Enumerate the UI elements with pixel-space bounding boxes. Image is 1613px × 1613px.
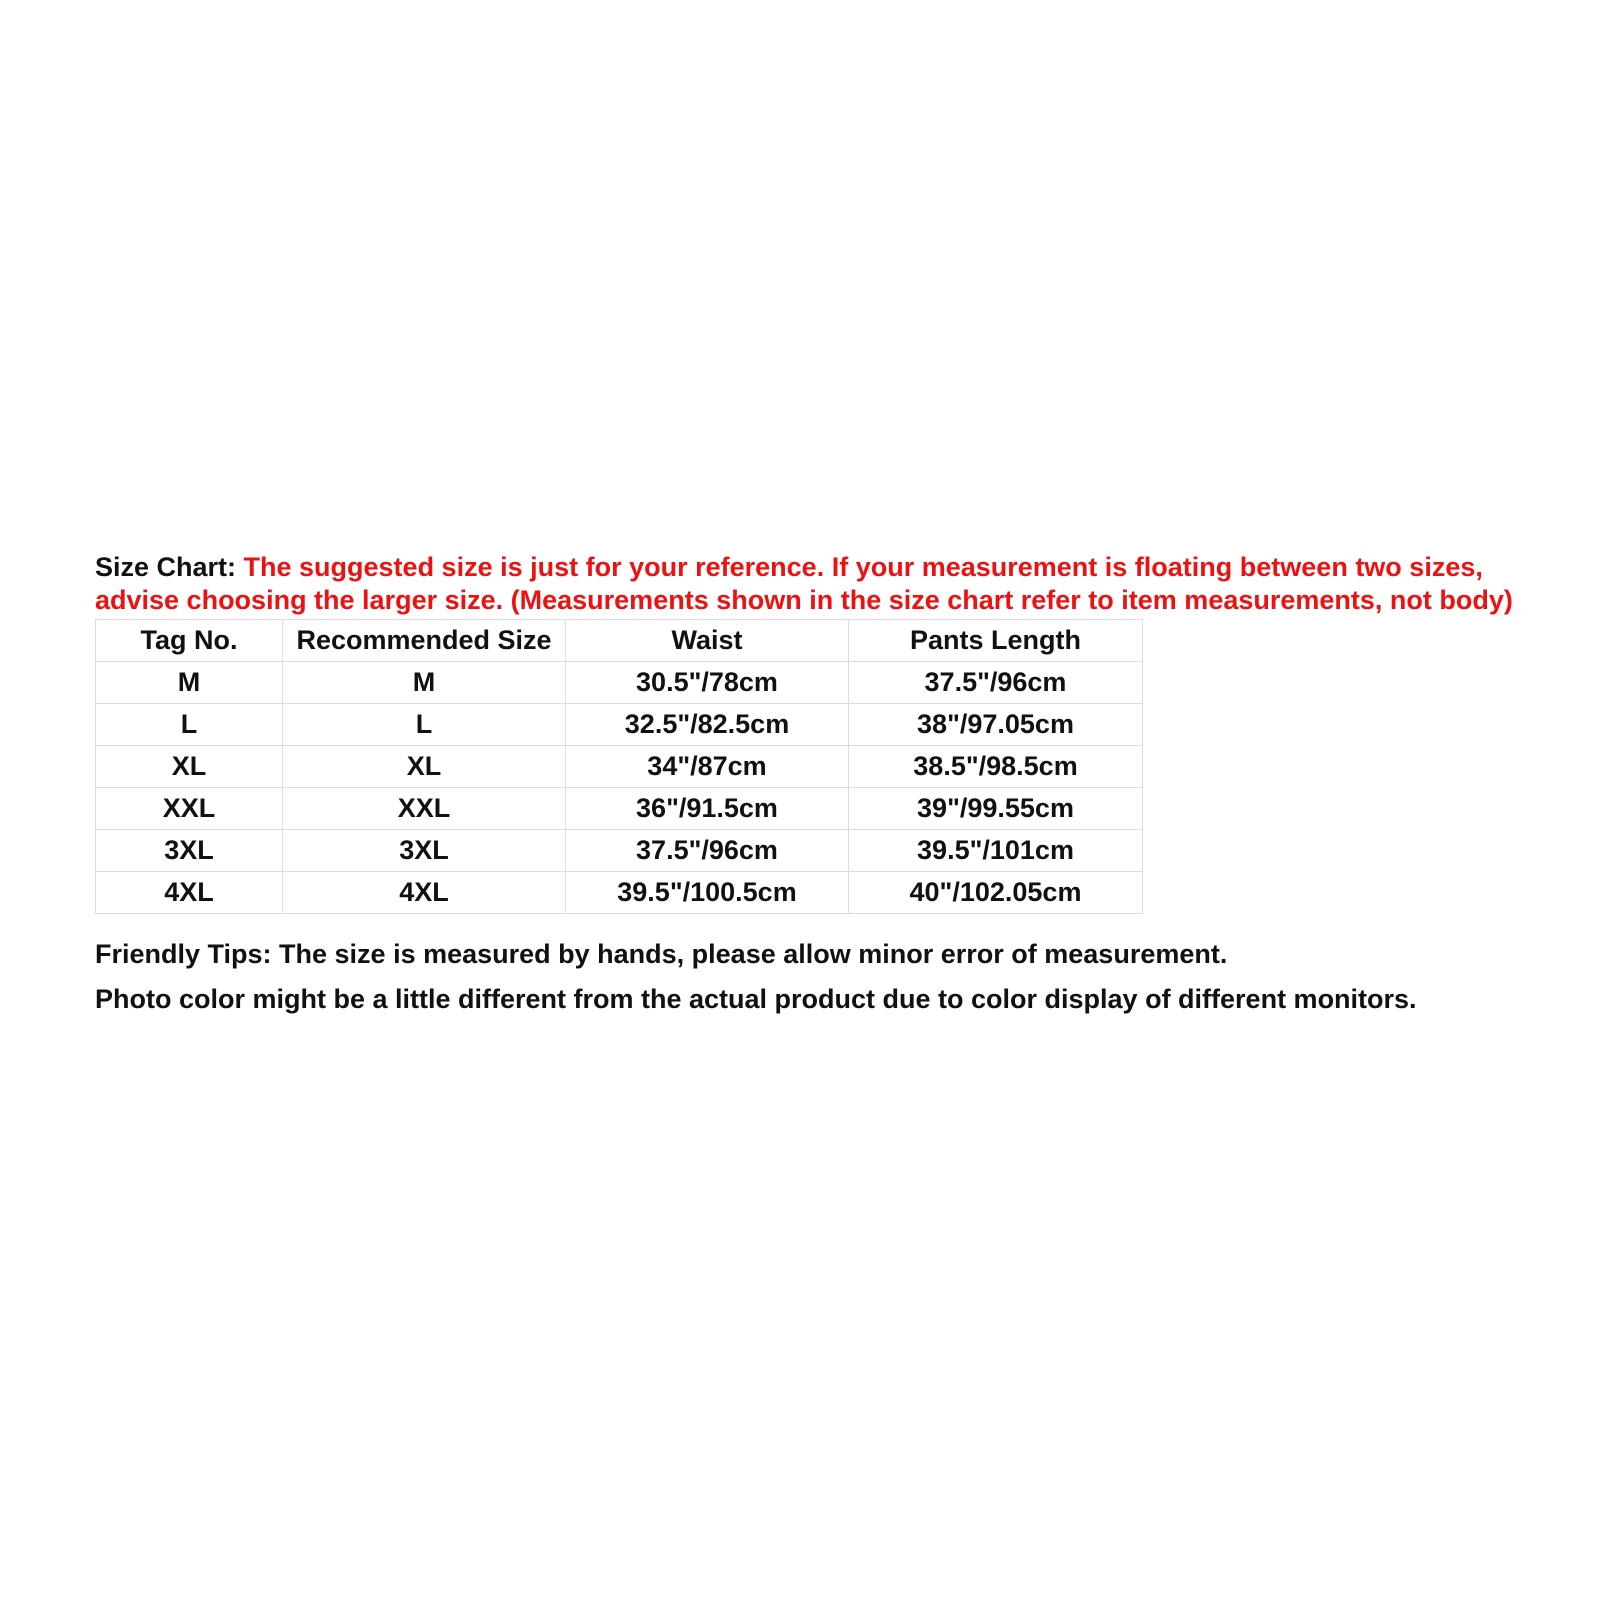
cell-recommended-size: 4XL (283, 872, 566, 914)
size-chart-intro (95, 551, 1525, 617)
cell-pants-length: 38"/97.05cm (849, 704, 1143, 746)
size-chart-label: Size Chart: (95, 552, 244, 582)
size-table (95, 619, 1143, 914)
cell-pants-length: 37.5"/96cm (849, 662, 1143, 704)
tip-measurement: Friendly Tips: The size is measured by hands, please allow minor error of measurement. (95, 939, 1228, 969)
cell-tag-no: M (96, 662, 283, 704)
table-row (96, 788, 1143, 830)
cell-tag-no: 3XL (96, 830, 283, 872)
cell-waist: 39.5"/100.5cm (566, 872, 849, 914)
size-chart-document (95, 551, 1525, 1022)
table-row (96, 704, 1143, 746)
friendly-tips (95, 932, 1525, 1022)
header-tag-no: Tag No. (96, 620, 283, 662)
cell-tag-no: 4XL (96, 872, 283, 914)
cell-recommended-size: L (283, 704, 566, 746)
cell-tag-no: L (96, 704, 283, 746)
header-recommended-size: Recommended Size (283, 620, 566, 662)
table-row (96, 830, 1143, 872)
cell-waist: 37.5"/96cm (566, 830, 849, 872)
cell-pants-length: 39.5"/101cm (849, 830, 1143, 872)
cell-pants-length: 40"/102.05cm (849, 872, 1143, 914)
cell-tag-no: XL (96, 746, 283, 788)
tip-photo-color: Photo color might be a little different from the actual product due to color display of different monitors. (95, 984, 1417, 1014)
size-chart-note: The suggested size is just for your reference. If your measurement is floating between two sizes, advise choosing the larger size. (Measurements shown in the size chart refer to item measurements, not body) (95, 552, 1513, 615)
cell-waist: 36"/91.5cm (566, 788, 849, 830)
header-pants-length: Pants Length (849, 620, 1143, 662)
cell-tag-no: XXL (96, 788, 283, 830)
table-row (96, 746, 1143, 788)
table-header-row (96, 620, 1143, 662)
cell-pants-length: 39"/99.55cm (849, 788, 1143, 830)
cell-waist: 32.5"/82.5cm (566, 704, 849, 746)
table-row (96, 662, 1143, 704)
cell-recommended-size: XL (283, 746, 566, 788)
table-row (96, 872, 1143, 914)
cell-pants-length: 38.5"/98.5cm (849, 746, 1143, 788)
cell-recommended-size: XXL (283, 788, 566, 830)
cell-recommended-size: M (283, 662, 566, 704)
cell-recommended-size: 3XL (283, 830, 566, 872)
cell-waist: 34"/87cm (566, 746, 849, 788)
header-waist: Waist (566, 620, 849, 662)
cell-waist: 30.5"/78cm (566, 662, 849, 704)
